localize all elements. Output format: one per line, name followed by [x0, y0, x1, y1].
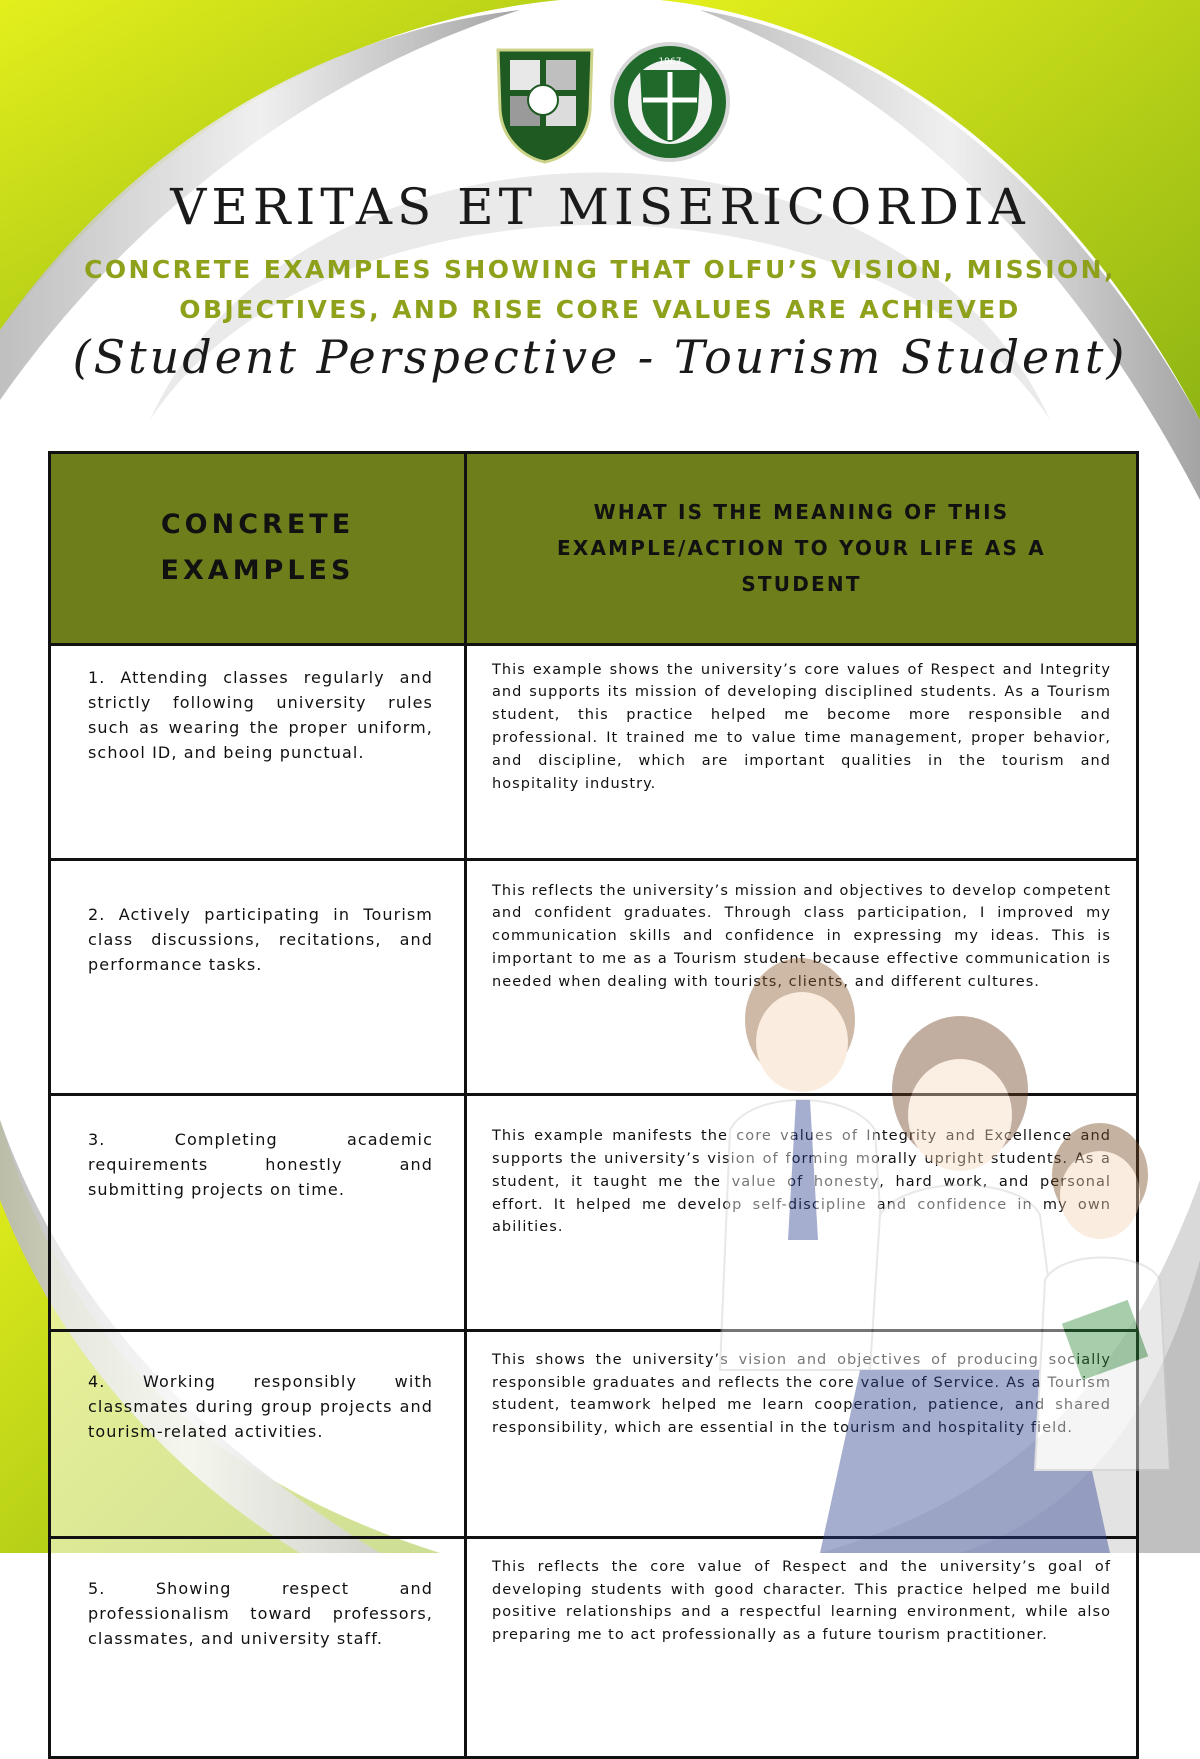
meaning-cell: This reflects the core value of Respect and the university’s goal of developing students with good character. This practice helped me build positive relationships and a respectful learning environment, while also preparing me to act professionally as a future tourism practitioner. — [466, 1537, 1138, 1757]
example-cell: 1. Attending classes regularly and strictly following university rules such as wearing the proper uniform, school ID, and being punctual. — [50, 644, 466, 859]
meaning-cell: This reflects the university’s mission and objectives to develop competent and confident graduates. Through class participation, I improved my communication skills and confidence in expressing my ideas. This is important to me as a Tourism student because effective communication is needed when dealing with tourists, clients, and different cultures. — [466, 859, 1138, 1095]
svg-text:1967: 1967 — [658, 57, 682, 67]
meaning-cell: This shows the university’s vision and objectives of producing socially responsible graduates and reflects the core value of Service. As a Tourism student, teamwork helped me learn cooperation, patience, and shared responsibility, which are essential in the tourism and hospitality field. — [466, 1330, 1138, 1537]
meaning-cell: This example shows the university’s core values of Respect and Integrity and supports its mission of developing disciplined students. As a Tourism student, this practice helped me become more responsible and professional. It trained me to value time management, proper behavior, and discipline, which are important qualities in the tourism and hospitality industry. — [466, 644, 1138, 859]
motto-title: VERITAS ET MISERICORDIA — [170, 178, 1030, 236]
example-cell: 2. Actively participating in Tourism class discussions, recitations, and performance tasks. — [50, 859, 466, 1095]
example-cell: 3. Completing academic requirements honestly and submitting projects on time. — [50, 1095, 466, 1331]
table-row — [50, 1095, 1138, 1331]
university-logos — [480, 40, 740, 165]
page-subtitle — [0, 250, 1200, 330]
col2-header: WHAT IS THE MEANING OF THIS EXAMPLE/ACTION TO YOUR LIFE AS A STUDENT — [466, 453, 1138, 645]
table-row — [50, 644, 1138, 859]
subtitle-line-1: CONCRETE EXAMPLES SHOWING THAT OLFU’S VISION, MISSION, — [84, 255, 1116, 284]
table-row — [50, 1330, 1138, 1537]
table-row — [50, 859, 1138, 1095]
perspective-heading: (Student Perspective - Tourism Student) — [72, 330, 1128, 384]
meaning-cell: This example manifests the core values of Integrity and Excellence and supports the university’s vision of forming morally upright students. As a student, it taught me the value of honesty, hard work, and personal effort. It helped me develop self-discipline and confidence in my own abilities. — [466, 1095, 1138, 1331]
table-row — [50, 1537, 1138, 1757]
examples-table — [48, 451, 1139, 1759]
example-cell: 5. Showing respect and professionalism toward professors, classmates, and university staff. — [50, 1537, 466, 1757]
subtitle-line-2: OBJECTIVES, AND RISE CORE VALUES ARE ACHIEVED — [179, 295, 1021, 324]
table-header-row — [50, 453, 1138, 645]
tourism-crest-icon — [498, 50, 592, 162]
olfu-seal-icon — [612, 44, 728, 160]
example-cell: 4. Working responsibly with classmates during group projects and tourism-related activities. — [50, 1330, 466, 1537]
col1-header: CONCRETE EXAMPLES — [50, 453, 466, 645]
